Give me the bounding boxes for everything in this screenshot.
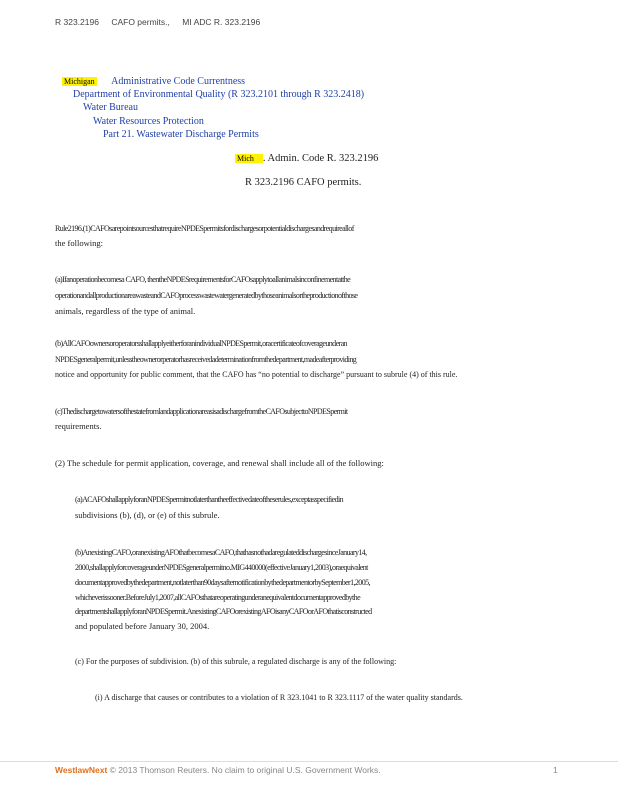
running-header [55,17,270,27]
paragraph-text: (2) The schedule for permit application, coverage, and renewal shall include all of the following: [55,458,384,468]
paragraph-text: (b)AllCAFOownersoroperatorsshallapplyeitherforanindividualNPDESpermit,oracertificateofcoverageunderan [55,339,347,348]
paragraph-text: subdivisions (b), (d), or (e) of this subrule. [75,510,220,520]
paragraph-text: the following: [55,238,103,248]
paragraph-text: (c)ThedischargetowatersofthestatefromlandapplicationareasisadischargefromtheCAFOsubjecttoNPDESpermit [55,407,348,416]
paragraph-text: and populated before January 30, 2004. [75,621,210,631]
paragraph-text: notice and opportunity for public comment, that the CAFO has “no potential to discharge” pursuant to subrule (4) of this rule. [55,370,458,379]
breadcrumb-part[interactable]: Part 21. Wastewater Discharge Permits [103,129,259,140]
paragraph-text: (b)AnexistingCAFO,oranexistingAFOthatbecomesaCAFO,thathasnothadaregulateddischargesinceJanuary14, [75,548,367,557]
westlaw-logo: WestlawNext [55,765,108,775]
paragraph-text: (c) For the purposes of subdivision. (b) of this subrule, a regulated discharge is any of the following: [75,657,397,666]
breadcrumb-bureau[interactable]: Water Bureau [83,102,138,113]
header-source: MI ADC R. 323.2196 [182,17,261,27]
paragraph-text: (a)ACAFOshallapplyforanNPDESpermitnotlaterthantheeffectivedateoftheserules,exceptasspecifiedin [75,495,344,504]
footer-divider [0,761,618,763]
footer-text: © 2013 Thomson Reuters. No claim to original U.S. Government Works. [109,765,381,775]
citation-rest: . Admin. Code R. 323.2196 [262,153,379,164]
paragraph-text: (i) A discharge that causes or contributes to a violation of R 323.1041 to R 323.1117 of the water quality standards. [95,693,463,702]
header-short-title: CAFO permits., [111,17,170,27]
rule-title: R 323.2196 CAFO permits. [245,177,362,188]
paragraph-text: Rule2196.(1)CAFOsarepointsourcesthatrequireNPDESpermitsfordischargesorpotentialdischargesandrequireallof [55,224,354,233]
paragraph-text: requirements. [55,421,102,431]
footer-copyright [55,765,381,775]
header-cite: R 323.2196 [55,17,99,27]
paragraph-text: (a)Ifanoperationbecomesa CAFO, thentheNPDESrequirementsforCAFOsapplytoallanimalsinconfinementatthe [55,275,351,284]
breadcrumb-admin-code[interactable]: Administrative Code Currentness [111,76,246,87]
paragraph-text: NPDESgeneralpermit,unlesstheownerorperatorhasreceivedadeterminationfromthedepartment,madeafterproviding [55,355,357,364]
page-number: 1 [553,765,558,775]
highlighted-term: Mich [235,154,263,163]
breadcrumb-department[interactable]: Department of Environmental Quality (R 323.2101 through R 323.2418) [73,89,365,100]
paragraph-text: departmentshallapplyforanNPDESpermit.AnexistingCAFOorexistingAFOisanyCAFOorAFOthatisconstructed [75,607,372,616]
paragraph-text: documentapprovedbythedepartment,notlaterthan90daysafternotificationbythedepartmentorbySeptember1,2005, [75,578,370,587]
paragraph-text: animals, regardless of the type of animal. [55,306,196,316]
code-citation-title [235,153,378,164]
paragraph-text: operationandallproductionareawasteandCAFOprocesswastewatergeneratedbythoseanimalsortheproductionofthose [55,291,358,300]
paragraph-text: 2000,shallapplyforcoverageunderNPDESgeneralpermitno.MIG440000(effectiveJanuary1,2003),oraequivalent [75,563,368,572]
paragraph-text: whicheverissooner.BeforeJuly1,2007,allCAFOsthatareoperatingunderanequivalentdocumentapprovedbythe [75,593,361,602]
breadcrumb-line-1 [62,76,245,87]
highlighted-term: Michigan [64,77,95,86]
breadcrumb-division[interactable]: Water Resources Protection [93,116,204,127]
